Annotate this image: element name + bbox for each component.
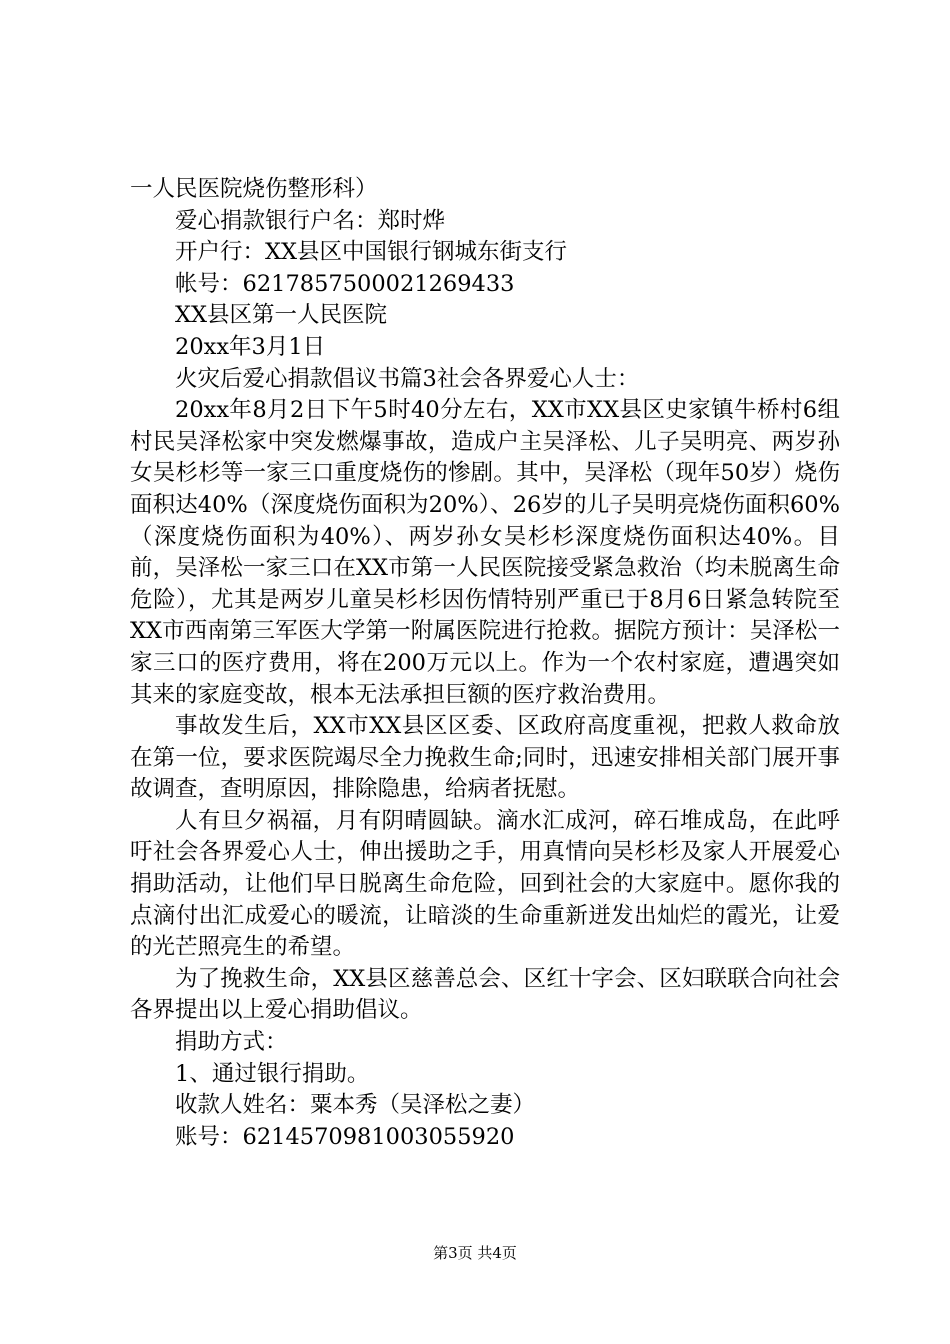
text-line: 爱心捐款银行户名：郑时烨: [175, 207, 446, 234]
page-number: 第3页 共4页: [433, 1244, 517, 1262]
paragraph: 为了挽救生命，XX县区慈善总会、区红十字会、区妇联联合向社会各界提出以上爱心捐助倡议。: [130, 965, 840, 1024]
text-line: 火灾后爱心捐款倡议书篇3社会各界爱心人士：: [175, 365, 640, 392]
paragraph: 20xx年8月2日下午5时40分左右，XX市XX县区史家镇牛桥村6组村民吴泽松家中突发燃爆事故，造成户主吴泽松、儿子吴明亮、两岁孙女吴杉杉等一家三口重度烧伤的惨剧。其中，吴泽松（现年50岁）烧伤面积达40%（深度烧伤面积为20%）、26岁的儿子吴明亮烧伤面积60%（深度烧伤面积为40%）、两岁孙女吴杉杉深度烧伤面积达40%。目前，吴泽松一家三口在XX市第一人民医院接受紧急救治（均未脱离生命危险），尤其是两岁儿童吴杉杉因伤情特别严重已于8月6日紧急转院至XX市西南第三军医大学第一附属医院进行抢救。据院方预计：吴泽松一家三口的医疗费用，将在200万元以上。作为一个农村家庭，遭遇突如其来的家庭变故，根本无法承担巨额的医疗救治费用。: [130, 397, 840, 708]
text-line: XX县区第一人民医院: [175, 302, 388, 329]
paragraph: 事故发生后，XX市XX县区区委、区政府高度重视，把救人救命放在第一位，要求医院竭尽全力挽救生命;同时，迅速安排相关部门展开事故调查，查明原因，排除隐患，给病者抚慰。: [130, 713, 840, 803]
text-line: 捐助方式：: [175, 1029, 288, 1056]
text-line: 收款人姓名：粟本秀（吴泽松之妻）: [175, 1092, 536, 1119]
text-line: 1、通过银行捐助。: [175, 1060, 370, 1087]
text-line: 开户行：XX县区中国银行钢城东街支行: [175, 239, 568, 266]
paragraph: 人有旦夕祸福，月有阴晴圆缺。滴水汇成河，碎石堆成岛，在此呼吁社会各界爱心人士，伸出援助之手，用真情向吴杉杉及家人开展爱心捐助活动，让他们早日脱离生命危险，回到社会的大家庭中。愿你我的点滴付出汇成爱心的暖流，让暗淡的生命重新迸发出灿烂的霞光，让爱的光芒照亮生的希望。: [130, 807, 840, 961]
document-body: [130, 174, 840, 1153]
page-footer: [0, 1243, 950, 1263]
text-line: 账号：6214570981003055920: [175, 1123, 515, 1150]
text-line: 20xx年3月1日: [175, 333, 326, 360]
text-line: 帐号：6217857500021269433: [175, 270, 515, 297]
text-line: 一人民医院烧伤整形科）: [130, 176, 378, 202]
